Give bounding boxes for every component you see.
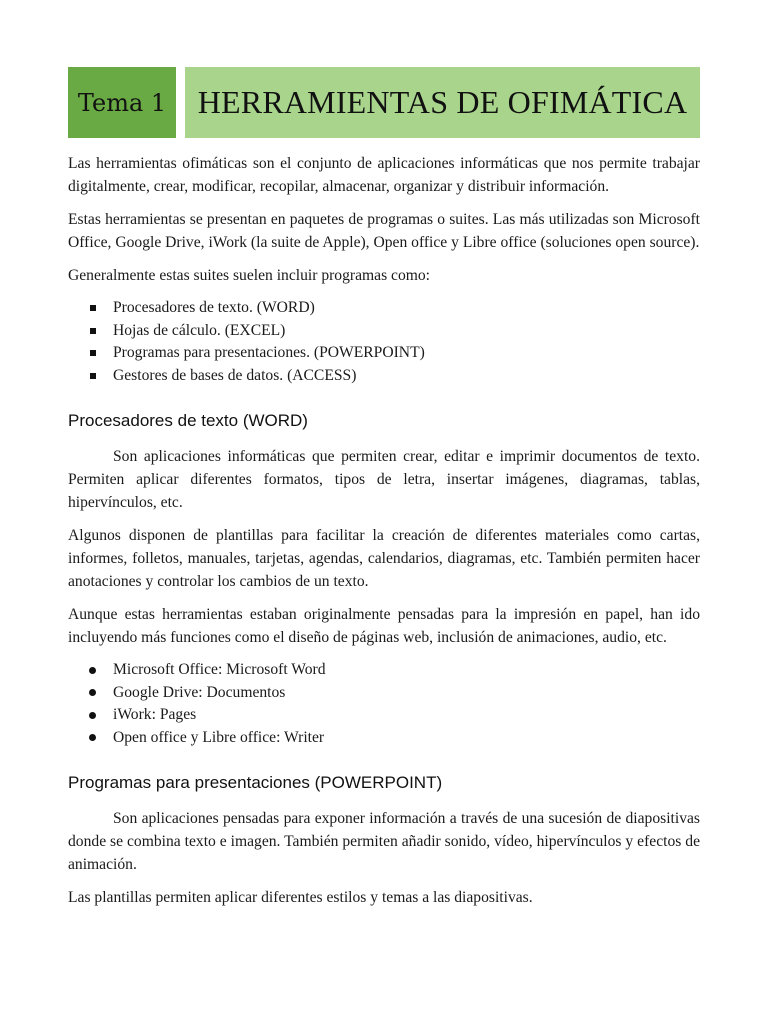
square-bullet-icon: [90, 350, 96, 356]
list-item: Microsoft Office: Microsoft Word: [68, 659, 700, 682]
document-title: HERRAMIENTAS DE OFIMÁTICA: [197, 84, 688, 120]
round-bullet-icon: [89, 712, 96, 719]
list-item: iWork: Pages: [68, 704, 700, 727]
list-item: Open office y Libre office: Writer: [68, 727, 700, 750]
list-item: Programas para presentaciones. (POWERPOINT): [68, 342, 700, 365]
title-box: [185, 67, 700, 138]
word-paragraph-2: Algunos disponen de plantillas para facilitar la creación de diferentes materiales como cartas, informes, folletos, manuales, tarjetas, agendas, calendarios, diagramas, etc. También permiten hacer anotaciones y controlar los cambios de un texto.: [68, 527, 700, 590]
word-paragraph-1: Son aplicaciones informáticas que permiten crear, editar e imprimir documentos de texto. Permiten aplicar diferentes formatos, tipos de letra, insertar imágenes, diagramas, tablas, hipervínculos, etc.: [68, 448, 700, 511]
list-item: Gestores de bases de datos. (ACCESS): [68, 365, 700, 388]
square-bullet-icon: [90, 305, 96, 311]
programs-list: [68, 297, 700, 387]
topic-number-box: [68, 67, 176, 138]
list-item: Procesadores de texto. (WORD): [68, 297, 700, 320]
document-header: [68, 67, 700, 138]
topic-number: Tema 1: [77, 88, 167, 117]
intro-paragraph-2: Estas herramientas se presentan en paquetes de programas o suites. Las más utilizadas son Microsoft Office, Google Drive, iWork (la suite de Apple), Open office y Libre office (soluciones open source).: [68, 211, 700, 251]
round-bullet-icon: [89, 734, 96, 741]
word-apps-list: [68, 659, 700, 749]
round-bullet-icon: [89, 667, 96, 674]
ppt-paragraph-2: Las plantillas permiten aplicar diferentes estilos y temas a las diapositivas.: [68, 889, 533, 906]
list-item: Google Drive: Documentos: [68, 682, 700, 705]
ppt-paragraph-1: Son aplicaciones pensadas para exponer información a través de una sucesión de diapositivas donde se combina texto e imagen. También permiten añadir sonido, vídeo, hipervínculos y efectos de animación.: [68, 810, 700, 873]
round-bullet-icon: [89, 689, 96, 696]
section-heading-powerpoint: Programas para presentaciones (POWERPOINT): [68, 773, 443, 792]
square-bullet-icon: [90, 328, 96, 334]
square-bullet-icon: [90, 373, 96, 379]
list-item: Hojas de cálculo. (EXCEL): [68, 320, 700, 343]
section-heading-word: Procesadores de texto (WORD): [68, 411, 308, 430]
intro-paragraph-3: Generalmente estas suites suelen incluir programas como:: [68, 267, 431, 284]
intro-paragraph-1: Las herramientas ofimáticas son el conjunto de aplicaciones informáticas que nos permite trabajar digitalmente, crear, modificar, recopilar, almacenar, organizar y distribuir información.: [68, 155, 700, 195]
word-paragraph-3: Aunque estas herramientas estaban originalmente pensadas para la impresión en papel, han ido incluyendo más funciones como el diseño de páginas web, inclusión de animaciones, audio, etc.: [68, 606, 700, 646]
document-body: [68, 152, 700, 919]
